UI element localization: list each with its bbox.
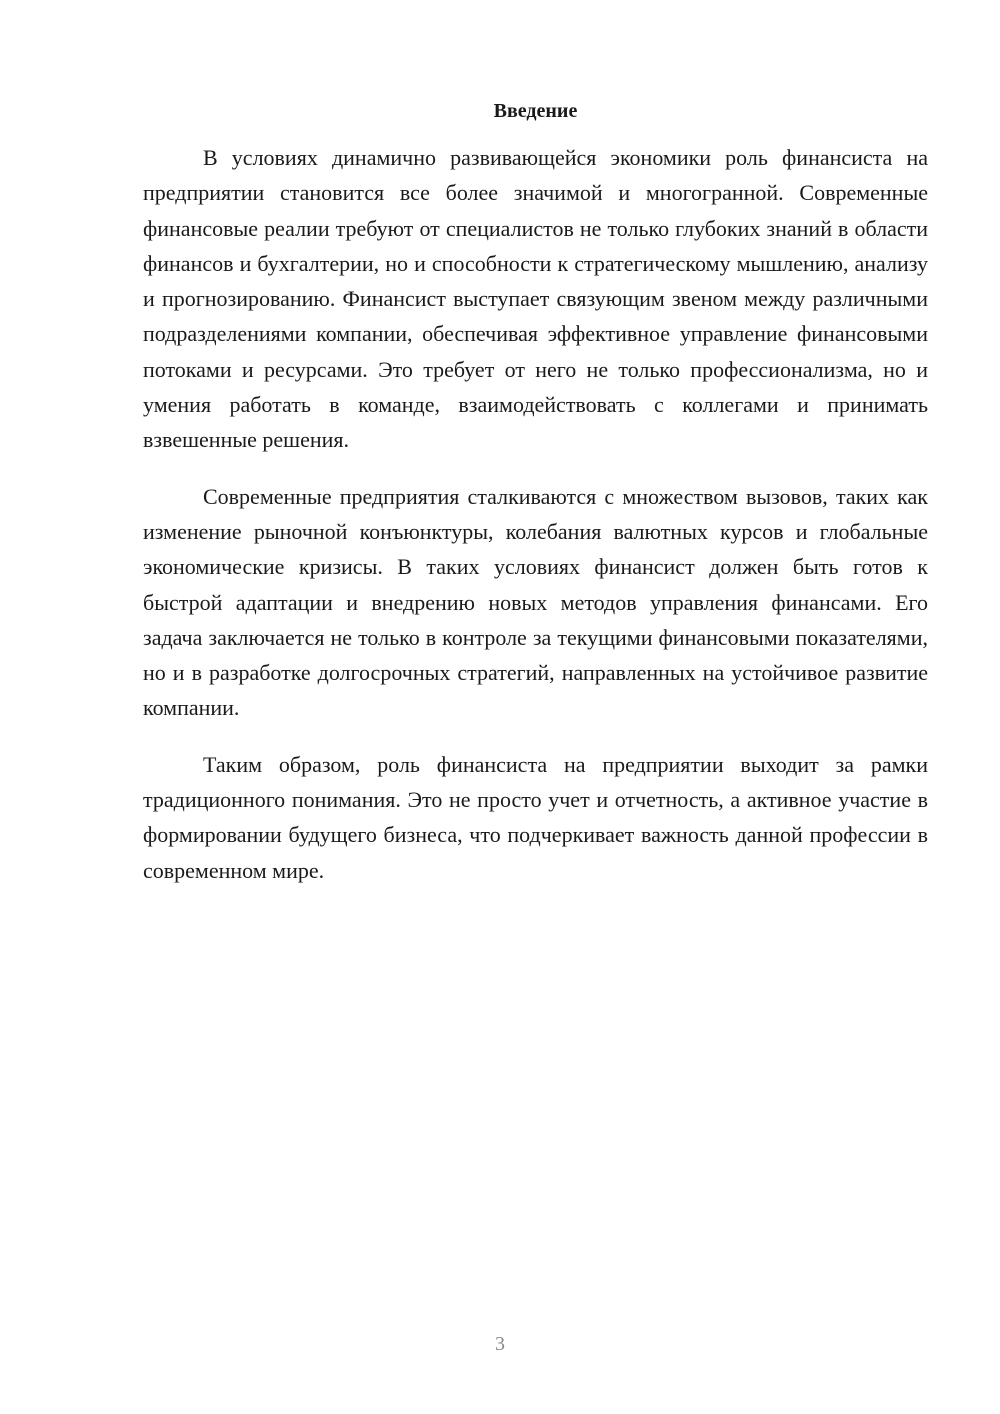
page-number: 3 — [495, 1333, 505, 1355]
page-content — [143, 96, 928, 909]
paragraph-1: В условиях динамично развивающейся экономики роль финансиста на предприятии становится все более значимой и многогранной. Современные финансовые реалии требуют от специалистов не только глубоких знаний в области финансов и бухгалтерии, но и способности к стратегическому мышлению, анализу и прогнозированию. Финансист выступает связующим звеном между различными подразделениями компании, обеспечивая эффективное управление финансовыми потоками и ресурсами. Это требует от него не только профессионализма, но и умения работать в команде, взаимодействовать с коллегами и принимать взвешенные решения. — [143, 145, 928, 453]
section-title: Введение — [493, 100, 578, 122]
paragraph-3: Таким образом, роль финансиста на предприятии выходит за рамки традиционного понимания. Это не просто учет и отчетность, а активное участие в формировании будущего бизнеса, что подчеркивает важность данной профессии в современном мире. — [143, 751, 928, 883]
paragraph-2: Современные предприятия сталкиваются с множеством вызовов, таких как изменение рыночной конъюнктуры, колебания валютных курсов и глобальные экономические кризисы. В таких условиях финансист должен быть готов к быстрой адаптации и внедрению новых методов управления финансами. Его задача заключается не только в контроле за текущими финансовыми показателями, но и в разработке долгосрочных стратегий, направленных на устойчивое развитие компании. — [143, 483, 928, 721]
